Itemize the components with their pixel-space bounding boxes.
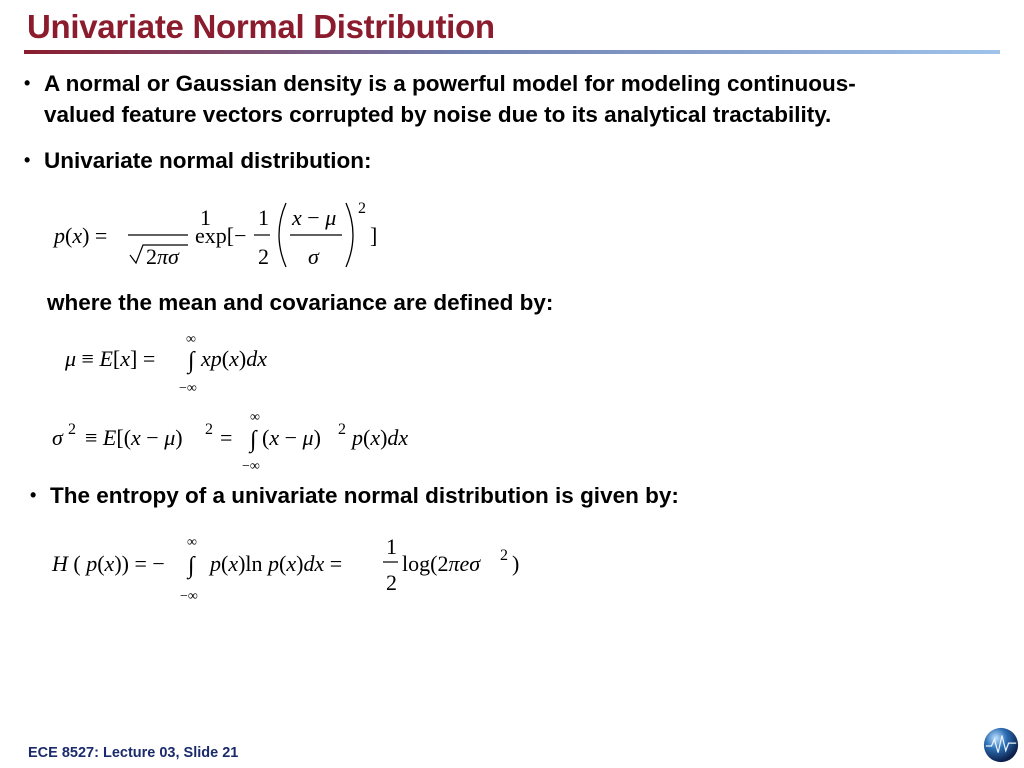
svg-text:p(x) =: p(x) = xyxy=(54,223,108,248)
bullet-2-text: Univariate normal distribution: xyxy=(44,148,372,173)
where-text: where the mean and covariance are defined by: xyxy=(47,290,554,315)
svg-text:xp(x)dx: xp(x)dx xyxy=(201,346,267,371)
svg-text:2: 2 xyxy=(258,244,269,269)
title-underline xyxy=(24,50,1000,54)
svg-text:=: = xyxy=(220,425,233,450)
bullet-dot-icon: • xyxy=(30,485,37,505)
svg-text:−∞: −∞ xyxy=(242,459,260,474)
svg-text:x − μ: x − μ xyxy=(292,205,337,230)
variance-equation xyxy=(50,408,450,474)
svg-text:1: 1 xyxy=(258,205,269,230)
bullet-dot-icon: • xyxy=(24,150,31,170)
svg-text:σ: σ xyxy=(52,425,63,450)
svg-text:2: 2 xyxy=(358,200,366,217)
svg-text:2: 2 xyxy=(500,547,508,564)
svg-text:(x − μ): (x − μ) xyxy=(262,425,321,450)
svg-text:2: 2 xyxy=(205,421,213,438)
svg-text:2: 2 xyxy=(68,421,76,438)
svg-text:p(x)dx: p(x)dx xyxy=(352,425,409,450)
svg-text:∞: ∞ xyxy=(250,410,260,425)
svg-text:∫: ∫ xyxy=(250,427,257,453)
slide-footer: ECE 8527: Lecture 03, Slide 21 xyxy=(28,745,239,761)
svg-text:−∞: −∞ xyxy=(179,381,197,396)
svg-text:≡ E[(x − μ): ≡ E[(x − μ) xyxy=(85,425,183,450)
svg-text:∞: ∞ xyxy=(187,535,197,550)
globe-logo-icon xyxy=(982,726,1020,764)
mean-equation xyxy=(60,330,320,396)
bullet-1-line-1: A normal or Gaussian density is a powerful model for modeling continuous- xyxy=(44,71,856,96)
svg-text:∫: ∫ xyxy=(188,348,195,374)
svg-text:]: ] xyxy=(370,223,378,248)
bullet-1-line-2: valued feature vectors corrupted by noise due to its analytical tractability. xyxy=(44,102,832,127)
svg-text:μ ≡ E[x] =: μ ≡ E[x] = xyxy=(65,346,156,371)
bullet-dot-icon: • xyxy=(24,73,31,93)
svg-text:H ( p(x)) = −: H ( p(x)) = − xyxy=(52,551,165,576)
svg-text:σ: σ xyxy=(308,244,319,269)
bullet-3-text: The entropy of a univariate normal distribution is given by: xyxy=(50,483,679,508)
pdf-equation xyxy=(50,195,390,275)
svg-text:∞: ∞ xyxy=(186,332,196,347)
slide-title: Univariate Normal Distribution xyxy=(27,8,495,45)
svg-text:1: 1 xyxy=(200,205,211,230)
svg-text:log(2πeσ: log(2πeσ xyxy=(402,551,481,576)
svg-text:exp[−: exp[− xyxy=(195,223,247,248)
svg-text:∫: ∫ xyxy=(188,553,195,579)
svg-text:): ) xyxy=(512,551,520,576)
entropy-equation xyxy=(50,530,550,606)
svg-text:2πσ: 2πσ xyxy=(146,244,179,269)
svg-text:2: 2 xyxy=(338,421,346,438)
svg-text:2: 2 xyxy=(386,570,397,595)
svg-text:−∞: −∞ xyxy=(180,589,198,604)
svg-text:p(x)ln p(x)dx =: p(x)ln p(x)dx = xyxy=(210,551,343,576)
svg-text:1: 1 xyxy=(386,534,397,559)
